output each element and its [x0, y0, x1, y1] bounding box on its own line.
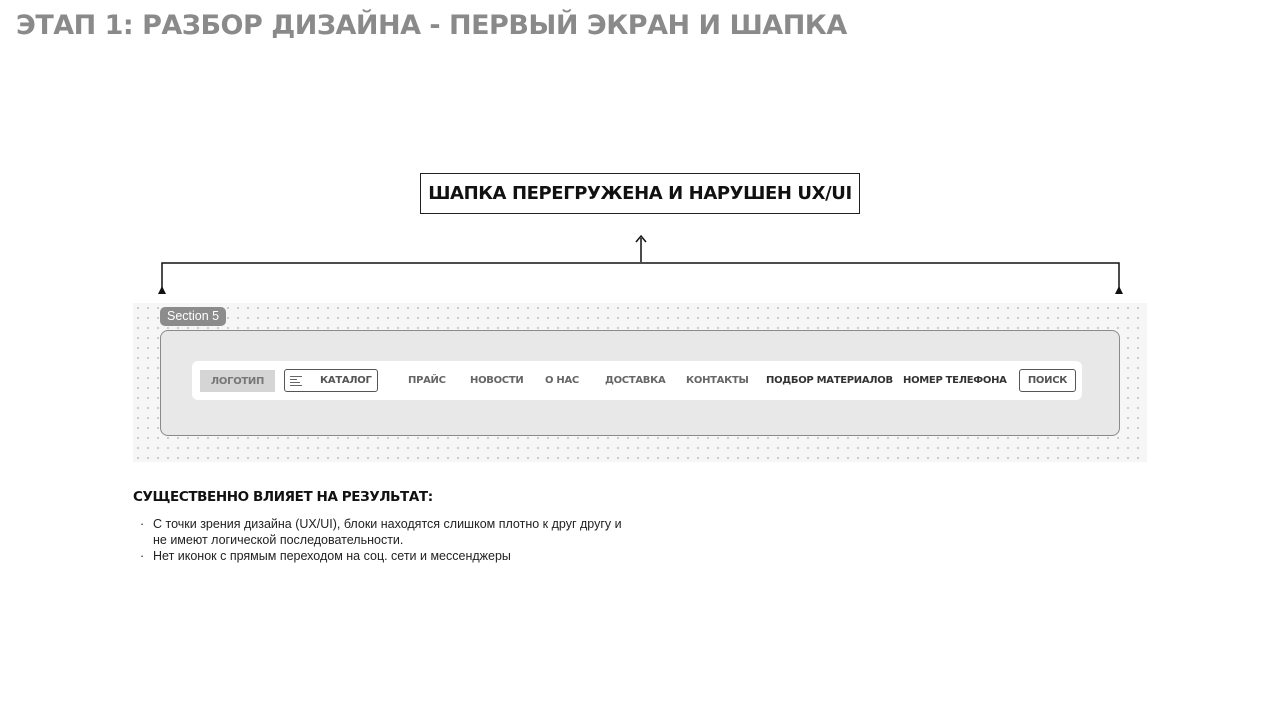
- catalog-button[interactable]: [284, 369, 378, 392]
- nav-item-delivery[interactable]: ДОСТАВКА: [605, 375, 666, 386]
- menu-lines-icon: [290, 375, 303, 387]
- header-nav: [192, 361, 1082, 400]
- nav-item-contacts[interactable]: КОНТАКТЫ: [686, 375, 749, 386]
- search-button[interactable]: ПОИСК: [1019, 369, 1076, 392]
- logo-placeholder[interactable]: ЛОГОТИП: [200, 370, 275, 392]
- callout-box: [420, 173, 860, 214]
- nav-item-about[interactable]: О НАС: [545, 375, 579, 386]
- bracket-right-tip: [1115, 286, 1123, 294]
- catalog-label: КАТАЛОГ: [320, 375, 372, 386]
- nav-item-news[interactable]: НОВОСТИ: [470, 375, 524, 386]
- nav-item-materials[interactable]: ПОДБОР МАТЕРИАЛОВ: [766, 375, 893, 386]
- section-tag[interactable]: Section 5: [160, 307, 226, 326]
- result-heading: СУЩЕСТВЕННО ВЛИЯЕТ НА РЕЗУЛЬТАТ:: [133, 489, 433, 505]
- result-item: · Нет иконок с прямым переходом на соц. сети и мессенджеры: [140, 548, 623, 564]
- bracket-line: [162, 263, 1119, 293]
- bracket-left-tip: [158, 286, 166, 294]
- page-title: ЭТАП 1: РАЗБОР ДИЗАЙНА - ПЕРВЫЙ ЭКРАН И ШАПКА: [16, 10, 847, 41]
- nav-item-phone[interactable]: НОМЕР ТЕЛЕФОНА: [903, 375, 1007, 386]
- result-list: [140, 516, 623, 564]
- result-item: · С точки зрения дизайна (UX/UI), блоки находятся слишком плотно к друг другу и не имеют логической последовательности.: [140, 516, 623, 548]
- arrow-up-icon: [636, 236, 646, 262]
- callout-text: ШАПКА ПЕРЕГРУЖЕНА И НАРУШЕН UX/UI: [428, 183, 852, 204]
- nav-item-price[interactable]: ПРАЙС: [408, 375, 446, 386]
